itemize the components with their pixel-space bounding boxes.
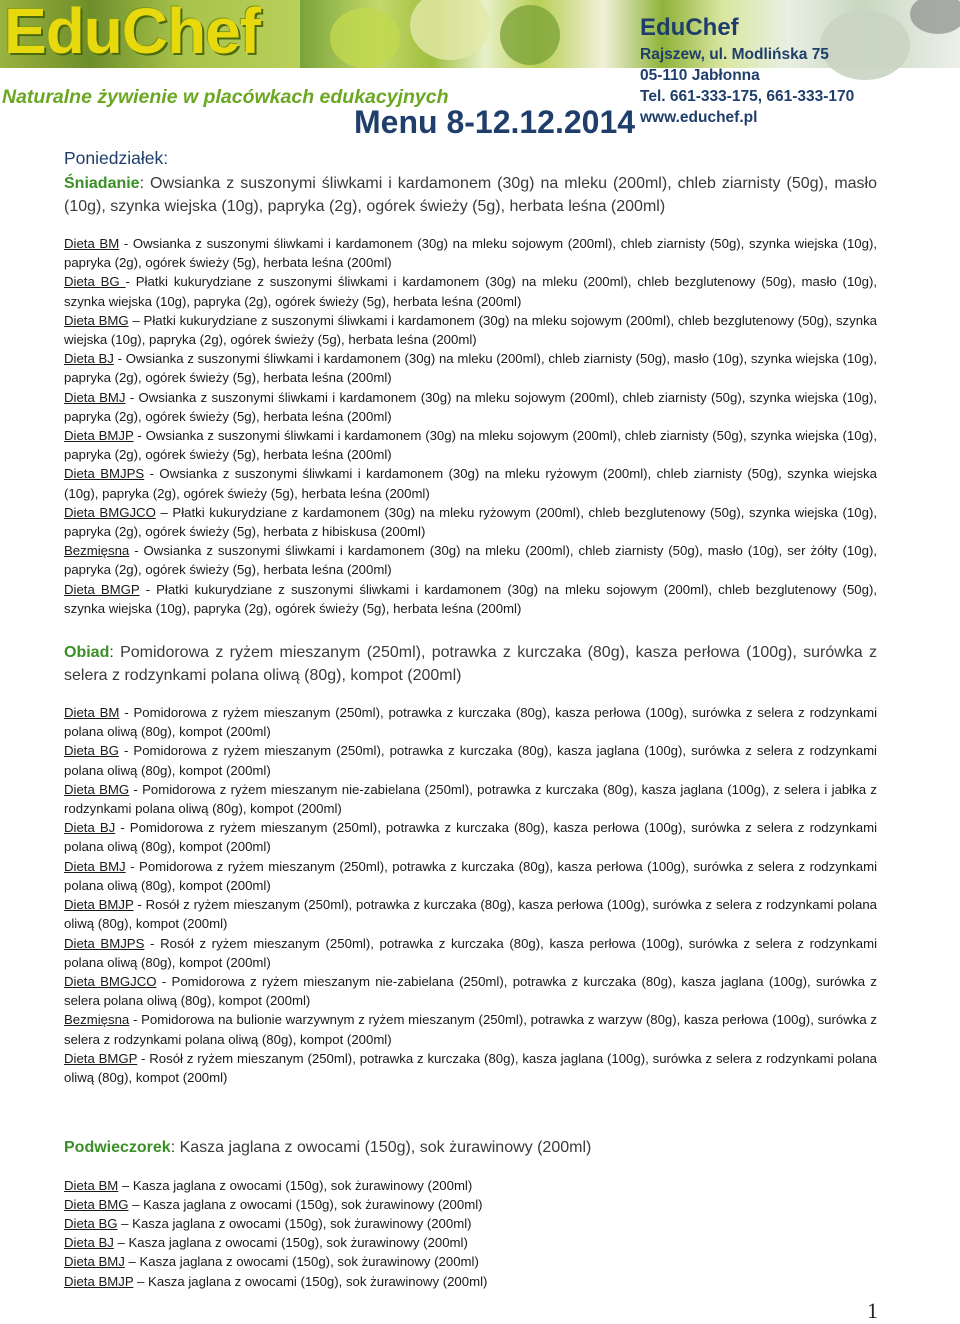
snack-label: Podwieczorek: [64, 1139, 171, 1157]
list-item: [64, 349, 877, 387]
contact-company-name: EduChef: [640, 14, 739, 41]
diet-text: – Kasza jaglana z owocami (150g), sok żurawinowy (200ml): [118, 1177, 473, 1193]
list-item: [64, 895, 877, 933]
list-item: [64, 1176, 877, 1195]
diet-name: Dieta BMJP: [64, 428, 134, 444]
snack-text: : Kasza jaglana z owocami (150g), sok żurawinowy (200ml): [170, 1139, 592, 1157]
list-item: [64, 1272, 877, 1291]
diet-name: Dieta BMJPS: [64, 466, 145, 482]
menu-title: Menu 8-12.12.2014: [354, 104, 636, 140]
diet-text: - Pomidorowa z ryżem mieszanym (250ml), potrawka z kurczaka (80g), kasza jaglana (100g), surówka z selera z rodzynkami polana oliwą (80g), kompot (200ml): [64, 743, 877, 778]
list-item: [64, 272, 877, 310]
diet-text: - Owsianka z suszonymi śliwkami i kardamonem (30g) na mleku (200ml), chleb ziarnisty (50g), masło (10g), szynka wiejska (10g), papryka (2g), ogórek świeży (5g), herbata leśna (200ml): [64, 351, 877, 386]
breakfast-diet-list: [64, 234, 877, 618]
tagline: Naturalne żywienie w placówkach edukacyjnych: [2, 86, 449, 108]
diet-name: Dieta BG: [64, 1216, 118, 1232]
list-item: [64, 311, 877, 349]
diet-name: Dieta BMJ: [64, 858, 126, 874]
menu-content: [64, 148, 877, 1291]
list-item: [64, 464, 877, 502]
diet-text: – Kasza jaglana z owocami (150g), sok żurawinowy (200ml): [133, 1273, 488, 1289]
diet-name: Dieta BMJ: [64, 389, 126, 405]
diet-text: - Owsianka z suszonymi śliwkami i kardamonem (30g) na mleku (200ml), chleb ziarnisty (50g), masło (10g), ser żółty (10g), papryka (2g), ogórek świeży (5g), herbata leśna (200ml): [64, 543, 877, 578]
lunch-text: : Pomidorowa z ryżem mieszanym (250ml), potrawka z kurczaka (80g), kasza perłowa (100g), surówka z selera z rodzynkami polana oliwą (80g), kompot (200ml): [64, 644, 877, 684]
diet-name: Dieta BM: [64, 236, 120, 251]
list-item: [64, 1252, 877, 1271]
list-item: [64, 426, 877, 464]
diet-text: – Kasza jaglana z owocami (150g), sok żurawinowy (200ml): [124, 1254, 479, 1270]
contact-info: [640, 14, 900, 128]
diet-name: Dieta BMGP: [64, 581, 140, 597]
list-item: [64, 388, 877, 426]
diet-name: Dieta BMG: [64, 1196, 129, 1212]
list-item: [64, 857, 877, 895]
contact-address: Rajszew, ul. Modlińska 75: [640, 46, 829, 63]
contact-phone: Tel. 661-333-175, 661-333-170: [640, 88, 855, 105]
diet-text: - Owsianka z suszonymi śliwkami i kardamonem (30g) na mleku sojowym (200ml), chleb ziarnisty (50g), szynka wiejska (10g), papryka (2g), ogórek świeży (5g), herbata leśna (200ml): [64, 389, 877, 424]
diet-name: Dieta BG: [64, 274, 126, 290]
list-item: [64, 541, 877, 579]
diet-name: Dieta BMG: [64, 781, 130, 797]
diet-text: – Kasza jaglana z owocami (150g), sok żurawinowy (200ml): [117, 1216, 472, 1232]
diet-text: - Pomidorowa z ryżem mieszanym (250ml), potrawka z kurczaka (80g), kasza perłowa (100g), surówka z selera z rodzynkami polana oliwą (80g), kompot (200ml): [64, 820, 877, 855]
list-item: [64, 703, 877, 741]
educhef-logo: EduChef: [4, 0, 261, 67]
snack-main: [64, 1137, 877, 1160]
page-header: [0, 0, 960, 142]
diet-name: Dieta BMJ: [64, 1254, 125, 1270]
diet-name: Dieta BMGJCO: [64, 973, 157, 989]
snack-diet-list: [64, 1176, 877, 1291]
day-heading: Poniedziałek:: [64, 148, 169, 168]
diet-text: - Pomidorowa z ryżem mieszanym (250ml), potrawka z kurczaka (80g), kasza perłowa (100g), surówka z selera z rodzynkami polana oliwą (80g), kompot (200ml): [64, 705, 877, 740]
list-item: [64, 818, 877, 856]
page-number: 1: [867, 1298, 878, 1323]
diet-text: - Owsianka z suszonymi śliwkami i kardamonem (30g) na mleku ryżowym (200ml), chleb ziarnisty (50g), szynka wiejska (10g), papryka (2g), ogórek świeży (5g), herbata leśna (200ml): [64, 466, 877, 501]
diet-text: - Płatki kukurydziane z suszonymi śliwkami i kardamonem (30g) na mleku (200ml), chleb bezglutenowy (50g), masło (10g), szynka wiejska (10g), papryka (2g), ogórek świeży (5g), herbata leśna (200ml): [64, 274, 878, 309]
breakfast-main: [64, 173, 877, 218]
diet-name: Dieta BJ: [64, 351, 114, 367]
diet-name: Dieta BJ: [64, 1235, 114, 1251]
lunch-label: Obiad: [64, 644, 110, 662]
diet-text: - Rosół z ryżem mieszanym (250ml), potrawka z kurczaka (80g), kasza perłowa (100g), surówka z selera z rodzynkami polana oliwą (80g), kompot (200ml): [64, 897, 877, 932]
diet-name: Dieta BJ: [64, 820, 116, 836]
diet-text: - Pomidorowa na bulionie warzywnym z ryżem mieszanym (250ml), potrawka z warzyw (80g), kasza perłowa (100g), surówka z selera z rodzynkami polana oliwą (80g), kompot (200ml): [64, 1012, 877, 1047]
diet-text: - Owsianka z suszonymi śliwkami i kardamonem (30g) na mleku sojowym (200ml), chleb ziarnisty (50g), szynka wiejska (10g), papryka (2g), ogórek świeży (5g), herbata leśna (200ml): [64, 428, 877, 463]
diet-text: - Rosół z ryżem mieszanym (250ml), potrawka z kurczaka (80g), kasza jaglana (100g), surówka z selera z rodzynkami polana oliwą (80g), kompot (200ml): [64, 1050, 877, 1085]
list-item: [64, 780, 877, 818]
diet-text: – Płatki kukurydziane z kardamonem (30g) na mleku ryżowym (200ml), chleb bezglutenowy (50g), szynka wiejska (10g), papryka (2g), ogórek świeży (5g), herbata z hibiskusa (200ml): [64, 504, 877, 540]
diet-name: Dieta BMGP: [64, 1050, 138, 1066]
list-item: [64, 503, 877, 541]
diet-text: – Kasza jaglana z owocami (150g), sok żurawinowy (200ml): [113, 1235, 468, 1251]
contact-postal: 05-110 Jabłonna: [640, 67, 760, 84]
diet-name: Dieta BMJP: [64, 897, 134, 913]
list-item: [64, 1195, 877, 1214]
list-item: [64, 972, 877, 1010]
diet-name: Dieta BM: [64, 1177, 119, 1193]
list-item: [64, 741, 877, 779]
diet-text: - Płatki kukurydziane z suszonymi śliwkami i kardamonem (30g) na mleku sojowym (200ml), chleb bezglutenowy (50g), szynka wiejska (10g), papryka (2g), ogórek świeży (5g), herbata leśna (200ml): [64, 581, 878, 616]
list-item: [64, 934, 877, 972]
diet-name: Dieta BMGJCO: [64, 504, 156, 520]
diet-text: - Rosół z ryżem mieszanym (250ml), potrawka z kurczaka (80g), kasza perłowa (100g), surówka z selera z rodzynkami polana oliwą (80g), kompot (200ml): [64, 935, 877, 970]
diet-text: - Pomidorowa z ryżem mieszanym (250ml), potrawka z kurczaka (80g), kasza perłowa (100g), surówka z selera z rodzynkami polana oliwą (80g), kompot (200ml): [64, 858, 877, 893]
lunch-main: [64, 642, 877, 687]
diet-text: - Pomidorowa z ryżem mieszanym nie-zabielana (250ml), potrawka z kurczaka (80g), kasza jaglana (100g), z selera i jabłka z rodzynkami polana oliwą (80g), kompot (200ml): [64, 781, 877, 817]
diet-name: Bezmięsna: [64, 543, 130, 559]
diet-text: – Płatki kukurydziane z suszonymi śliwkami i kardamonem (30g) na mleku sojowym (200ml), chleb bezglutenowy (50g), szynka wiejska (10g), papryka (2g), ogórek świeży (5g), herbata leśna (200ml): [64, 312, 877, 348]
diet-name: Dieta BMJPS: [64, 935, 145, 951]
diet-text: - Owsianka z suszonymi śliwkami i kardamonem (30g) na mleku sojowym (200ml), chleb ziarnisty (50g), szynka wiejska (10g), papryka (2g), ogórek świeży (5g), herbata leśna (200ml): [64, 236, 877, 271]
list-item: [64, 1010, 877, 1048]
list-item: [64, 1233, 877, 1252]
list-item: [64, 580, 877, 618]
diet-text: – Kasza jaglana z owocami (150g), sok żurawinowy (200ml): [128, 1196, 483, 1212]
diet-text: - Pomidorowa z ryżem mieszanym nie-zabielana (250ml), potrawka z kurczaka (80g), kasza jaglana (100g), surówka z selera polana oliwą (80g), kompot (200ml): [64, 973, 877, 1009]
lunch-diet-list: [64, 703, 877, 1087]
breakfast-label: Śniadanie: [64, 175, 140, 192]
diet-name: Bezmięsna: [64, 1012, 130, 1028]
diet-name: Dieta BM: [64, 705, 120, 721]
list-item: [64, 234, 877, 272]
diet-name: Dieta BMJP: [64, 1273, 134, 1289]
contact-website[interactable]: www.educhef.pl: [640, 109, 758, 126]
list-item: [64, 1049, 877, 1087]
diet-name: Dieta BG: [64, 743, 119, 759]
breakfast-text: : Owsianka z suszonymi śliwkami i kardamonem (30g) na mleku (200ml), chleb ziarnisty (50g), masło (10g), szynka wiejska (10g), papryka (2g), ogórek świeży (5g), herbata leśna (200ml): [64, 175, 877, 215]
diet-name: Dieta BMG: [64, 312, 129, 328]
list-item: [64, 1214, 877, 1233]
